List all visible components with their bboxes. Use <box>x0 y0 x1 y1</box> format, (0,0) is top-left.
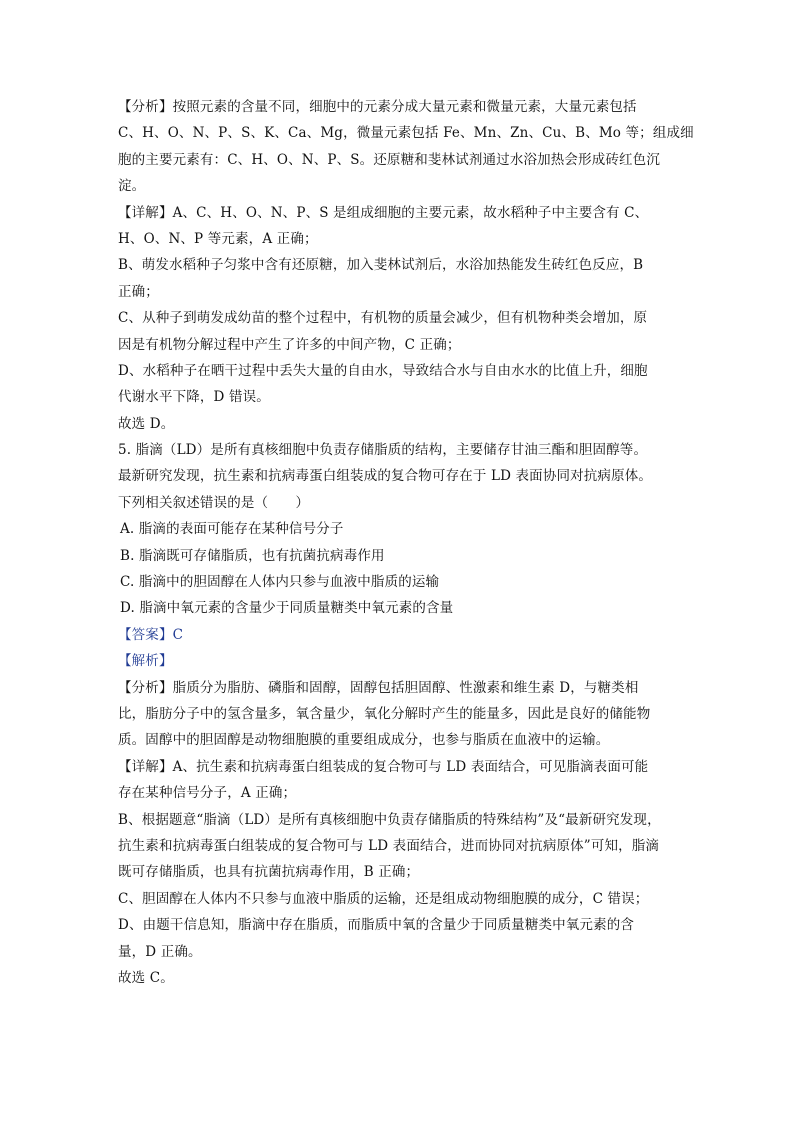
question-5-stem-2: 最新研究发现，抗生素和抗病毒蛋白组装成的复合物可存在于 LD 表面协同对抗病原体。 <box>118 468 653 485</box>
detail-line-3: B、萌发水稻种子匀浆中含有还原糖，加入斐林试剂后，水浴加热能发生砖红色反应，B <box>118 257 644 274</box>
detail-5-line-7: D、由题干信息知，脂滴中存在脂质，而脂质中氧的含量少于同质量糖类中氧元素的含 <box>118 917 635 934</box>
option-b: B. 脂滴既可存储脂质，也有抗菌抗病毒作用 <box>120 547 385 564</box>
detail-line-8: 代谢水平下降，D 错误。 <box>118 389 270 406</box>
detail-5-line-3: B、根据题意“脂滴（LD）是所有真核细胞中负责存储脂质的特殊结构”及“最新研究发现， <box>118 811 661 828</box>
analysis-line-4: 淀。 <box>118 178 146 195</box>
detail-line-6: 因是有机物分解过程中产生了许多的中间产物，C 正确； <box>118 336 461 353</box>
detail-line-1: 【详解】A、C、H、O、N、P、S 是组成细胞的主要元素，故水稻种子中主要含有 C、 <box>118 204 649 221</box>
document-body <box>118 94 694 991</box>
option-d: D. 脂滴中氧元素的含量少于同质量糖类中氧元素的含量 <box>120 600 454 617</box>
conclusion-line-q4: 故选 D。 <box>118 415 175 432</box>
analysis-5-line-2: 比，脂肪分子中的氢含量多，氧含量少，氧化分解时产生的能量多，因此是良好的储能物 <box>118 705 651 722</box>
detail-5-line-1: 【详解】A、抗生素和抗病毒蛋白组装成的复合物可与 LD 表面结合，可见脂滴表面可能 <box>118 758 649 775</box>
explanation-label: 【解析】 <box>118 653 173 670</box>
detail-5-line-2: 存在某种信号分子，A 正确； <box>118 785 297 802</box>
analysis-5-line-3: 质。固醇中的胆固醇是动物细胞膜的重要组成成分，也参与脂质在血液中的运输。 <box>118 732 610 749</box>
question-5-stem-3: 下列相关叙述错误的是（ ） <box>118 494 310 511</box>
analysis-line-3: 胞的主要元素有：C、H、O、N、P、S。还原糖和斐林试剂通过水浴加热会形成砖红色沉 <box>118 151 660 168</box>
detail-line-4: 正确； <box>118 283 159 300</box>
detail-line-2: H、O、N、P 等元素，A 正确； <box>118 230 318 247</box>
conclusion-line-q5: 故选 C。 <box>118 969 174 986</box>
question-5-stem-1: 5. 脂滴（LD）是所有真核细胞中负责存储脂质的结构，主要储存甘油三酯和胆固醇等。 <box>118 442 648 459</box>
analysis-line-2: C、H、O、N、P、S、K、Ca、Mg，微量元素包括 Fe、Mn、Zn、Cu、B、Mo 等；组成细 <box>118 125 694 142</box>
option-a: A. 脂滴的表面可能存在某种信号分子 <box>120 521 344 538</box>
analysis-5-line-1: 【分析】脂质分为脂肪、磷脂和固醇，固醇包括胆固醇、性激素和维生素 D，与糖类相 <box>118 679 639 696</box>
answer-label: 【答案】C <box>118 626 184 643</box>
detail-5-line-8: 量，D 正确。 <box>118 943 202 960</box>
detail-5-line-5: 既可存储脂质，也具有抗菌抗病毒作用，B 正确； <box>118 864 420 881</box>
detail-5-line-6: C、胆固醇在人体内不只参与血液中脂质的运输，还是组成动物细胞膜的成分，C 错误； <box>118 890 649 907</box>
analysis-line-1: 【分析】按照元素的含量不同，细胞中的元素分成大量元素和微量元素，大量元素包括 <box>118 99 637 115</box>
detail-line-5: C、从种子到萌发成幼苗的整个过程中，有机物的质量会减少，但有机物种类会增加，原 <box>118 310 648 327</box>
detail-5-line-4: 抗生素和抗病毒蛋白组装成的复合物可与 LD 表面结合，进而协同对抗病原体”可知，脂滴 <box>118 837 660 854</box>
detail-line-7: D、水稻种子在晒干过程中丢失大量的自由水，导致结合水与自由水水的比值上升，细胞 <box>118 362 648 379</box>
option-c: C. 脂滴中的胆固醇在人体内只参与血液中脂质的运输 <box>120 574 440 591</box>
